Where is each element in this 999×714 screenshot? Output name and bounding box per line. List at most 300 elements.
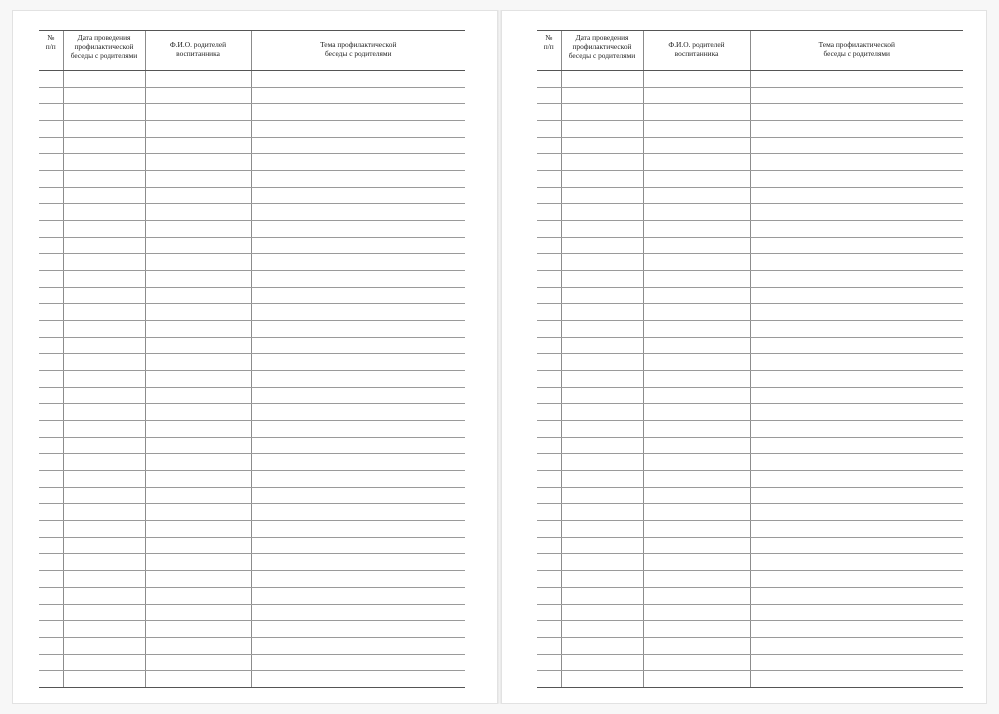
left-page <box>12 10 498 704</box>
cell-topic <box>251 454 465 471</box>
cell-num <box>537 337 561 354</box>
cell-num <box>39 454 63 471</box>
cell-num <box>39 487 63 504</box>
cell-topic <box>750 487 963 504</box>
table-row <box>537 554 963 571</box>
table-row <box>39 604 465 621</box>
cell-topic <box>251 121 465 138</box>
table-row <box>537 104 963 121</box>
cell-date <box>63 654 145 671</box>
right-journal-table <box>537 30 963 688</box>
cell-topic <box>251 371 465 388</box>
cell-date <box>63 254 145 271</box>
cell-parent <box>643 554 750 571</box>
cell-num <box>39 571 63 588</box>
cell-num <box>537 537 561 554</box>
cell-date <box>561 371 643 388</box>
cell-num <box>39 421 63 438</box>
cell-parent <box>145 587 251 604</box>
table-row <box>39 387 465 404</box>
cell-num <box>39 254 63 271</box>
cell-parent <box>145 421 251 438</box>
cell-parent <box>145 487 251 504</box>
cell-date <box>63 171 145 188</box>
cell-num <box>39 604 63 621</box>
cell-date <box>561 421 643 438</box>
table-row <box>537 287 963 304</box>
cell-topic <box>750 637 963 654</box>
cell-num <box>537 504 561 521</box>
cell-parent <box>643 371 750 388</box>
table-row <box>537 321 963 338</box>
cell-num <box>537 637 561 654</box>
cell-date <box>561 354 643 371</box>
cell-date <box>561 404 643 421</box>
cell-topic <box>251 321 465 338</box>
cell-topic <box>251 537 465 554</box>
cell-num <box>537 671 561 688</box>
header-parent-name-label: Ф.И.О. родителей воспитанника <box>668 40 725 58</box>
cell-parent <box>643 154 750 171</box>
table-row <box>39 271 465 288</box>
table-row <box>537 504 963 521</box>
cell-num <box>39 304 63 321</box>
cell-topic <box>750 587 963 604</box>
cell-topic <box>251 654 465 671</box>
cell-num <box>537 204 561 221</box>
table-row <box>537 121 963 138</box>
cell-parent <box>145 404 251 421</box>
cell-date <box>561 487 643 504</box>
cell-date <box>561 254 643 271</box>
cell-num <box>39 337 63 354</box>
header-topic-label: Тема профилактической беседы с родителями <box>320 40 397 58</box>
cell-num <box>39 354 63 371</box>
table-row <box>537 604 963 621</box>
cell-parent <box>643 471 750 488</box>
cell-date <box>561 571 643 588</box>
cell-num <box>537 187 561 204</box>
cell-parent <box>145 437 251 454</box>
table-row <box>537 404 963 421</box>
cell-parent <box>643 421 750 438</box>
cell-date <box>63 487 145 504</box>
cell-num <box>537 454 561 471</box>
cell-num <box>39 621 63 638</box>
table-row <box>39 354 465 371</box>
cell-date <box>561 137 643 154</box>
header-number <box>537 31 561 71</box>
header-date-label: Дата проведения профилактической беседы с родителями <box>70 33 138 60</box>
cell-parent <box>145 237 251 254</box>
cell-parent <box>145 504 251 521</box>
cell-parent <box>145 121 251 138</box>
header-topic <box>251 31 465 71</box>
cell-num <box>537 171 561 188</box>
cell-parent <box>145 621 251 638</box>
cell-topic <box>251 621 465 638</box>
cell-num <box>537 104 561 121</box>
cell-parent <box>643 237 750 254</box>
cell-num <box>537 154 561 171</box>
cell-date <box>561 537 643 554</box>
table-row <box>537 437 963 454</box>
cell-date <box>63 287 145 304</box>
cell-num <box>39 121 63 138</box>
cell-parent <box>643 337 750 354</box>
cell-date <box>561 437 643 454</box>
cell-date <box>63 354 145 371</box>
cell-num <box>537 587 561 604</box>
header-topic <box>750 31 963 71</box>
cell-date <box>63 204 145 221</box>
cell-num <box>537 354 561 371</box>
cell-parent <box>145 221 251 238</box>
cell-date <box>63 571 145 588</box>
table-row <box>39 537 465 554</box>
table-row <box>537 587 963 604</box>
table-row <box>537 387 963 404</box>
cell-date <box>561 337 643 354</box>
cell-topic <box>750 571 963 588</box>
cell-topic <box>750 137 963 154</box>
cell-topic <box>251 104 465 121</box>
cell-topic <box>750 554 963 571</box>
cell-topic <box>251 237 465 254</box>
table-row <box>39 621 465 638</box>
table-row <box>537 621 963 638</box>
table-row <box>39 471 465 488</box>
cell-num <box>39 387 63 404</box>
cell-topic <box>750 337 963 354</box>
cell-parent <box>145 371 251 388</box>
table-row <box>39 204 465 221</box>
cell-date <box>561 304 643 321</box>
cell-topic <box>750 254 963 271</box>
cell-date <box>63 554 145 571</box>
cell-topic <box>251 337 465 354</box>
table-row <box>537 487 963 504</box>
table-row <box>39 104 465 121</box>
table-row <box>537 187 963 204</box>
cell-date <box>561 504 643 521</box>
cell-parent <box>643 121 750 138</box>
cell-topic <box>251 87 465 104</box>
cell-num <box>537 287 561 304</box>
cell-date <box>63 671 145 688</box>
cell-num <box>537 254 561 271</box>
right-table-body <box>537 71 963 688</box>
cell-date <box>63 521 145 538</box>
table-row <box>537 304 963 321</box>
left-journal-table <box>39 30 465 688</box>
cell-topic <box>251 521 465 538</box>
cell-parent <box>145 387 251 404</box>
cell-date <box>561 221 643 238</box>
cell-parent <box>145 104 251 121</box>
table-row <box>39 371 465 388</box>
header-date <box>561 31 643 71</box>
cell-parent <box>643 504 750 521</box>
cell-topic <box>750 321 963 338</box>
cell-num <box>537 521 561 538</box>
cell-date <box>561 204 643 221</box>
cell-date <box>561 387 643 404</box>
cell-num <box>537 271 561 288</box>
cell-date <box>63 604 145 621</box>
cell-num <box>537 121 561 138</box>
cell-parent <box>643 254 750 271</box>
cell-date <box>63 337 145 354</box>
table-row <box>537 337 963 354</box>
table-row <box>39 187 465 204</box>
table-row <box>537 354 963 371</box>
cell-date <box>63 371 145 388</box>
cell-topic <box>251 204 465 221</box>
cell-parent <box>643 321 750 338</box>
cell-topic <box>251 604 465 621</box>
cell-topic <box>750 654 963 671</box>
cell-date <box>561 587 643 604</box>
cell-date <box>63 104 145 121</box>
table-row <box>537 537 963 554</box>
cell-parent <box>643 187 750 204</box>
cell-date <box>63 387 145 404</box>
cell-date <box>63 437 145 454</box>
cell-parent <box>643 571 750 588</box>
cell-parent <box>643 587 750 604</box>
cell-topic <box>750 621 963 638</box>
cell-parent <box>145 537 251 554</box>
cell-parent <box>145 87 251 104</box>
table-row <box>537 671 963 688</box>
cell-date <box>63 71 145 88</box>
cell-date <box>63 621 145 638</box>
cell-topic <box>750 304 963 321</box>
cell-topic <box>251 437 465 454</box>
table-row <box>39 287 465 304</box>
cell-topic <box>251 354 465 371</box>
table-row <box>537 171 963 188</box>
header-date <box>63 31 145 71</box>
table-row <box>537 371 963 388</box>
cell-topic <box>251 254 465 271</box>
table-header-row <box>39 31 465 71</box>
cell-date <box>561 454 643 471</box>
cell-date <box>63 121 145 138</box>
cell-num <box>39 404 63 421</box>
cell-parent <box>643 87 750 104</box>
table-row <box>537 154 963 171</box>
table-row <box>537 637 963 654</box>
cell-num <box>39 321 63 338</box>
cell-date <box>561 654 643 671</box>
cell-date <box>561 321 643 338</box>
cell-date <box>63 304 145 321</box>
cell-num <box>39 87 63 104</box>
cell-topic <box>750 221 963 238</box>
cell-topic <box>251 504 465 521</box>
cell-num <box>39 504 63 521</box>
cell-num <box>537 387 561 404</box>
cell-parent <box>145 521 251 538</box>
cell-num <box>39 437 63 454</box>
cell-topic <box>750 371 963 388</box>
cell-parent <box>643 271 750 288</box>
table-row <box>39 571 465 588</box>
cell-parent <box>145 354 251 371</box>
cell-num <box>39 521 63 538</box>
cell-topic <box>750 404 963 421</box>
cell-parent <box>145 471 251 488</box>
cell-topic <box>251 571 465 588</box>
cell-num <box>39 587 63 604</box>
cell-parent <box>145 454 251 471</box>
header-number <box>39 31 63 71</box>
cell-date <box>63 404 145 421</box>
header-parent-name <box>145 31 251 71</box>
cell-date <box>561 471 643 488</box>
table-row <box>39 654 465 671</box>
cell-parent <box>643 454 750 471</box>
cell-parent <box>145 337 251 354</box>
cell-date <box>561 154 643 171</box>
table-row <box>39 637 465 654</box>
cell-parent <box>145 154 251 171</box>
cell-date <box>63 321 145 338</box>
cell-date <box>63 221 145 238</box>
cell-date <box>561 104 643 121</box>
table-row <box>39 421 465 438</box>
cell-topic <box>750 354 963 371</box>
cell-topic <box>251 471 465 488</box>
cell-date <box>63 454 145 471</box>
cell-date <box>63 154 145 171</box>
cell-parent <box>145 604 251 621</box>
cell-date <box>561 271 643 288</box>
cell-parent <box>643 287 750 304</box>
cell-parent <box>643 521 750 538</box>
cell-num <box>537 421 561 438</box>
cell-num <box>39 221 63 238</box>
table-row <box>537 454 963 471</box>
cell-date <box>561 187 643 204</box>
cell-num <box>39 71 63 88</box>
cell-topic <box>750 471 963 488</box>
cell-num <box>39 371 63 388</box>
cell-num <box>39 104 63 121</box>
cell-date <box>561 621 643 638</box>
table-row <box>39 171 465 188</box>
cell-num <box>39 271 63 288</box>
cell-num <box>39 204 63 221</box>
cell-parent <box>145 171 251 188</box>
table-row <box>39 521 465 538</box>
header-parent-name-label: Ф.И.О. родителей воспитанника <box>169 40 227 58</box>
left-table-body <box>39 71 465 688</box>
cell-topic <box>750 187 963 204</box>
cell-topic <box>750 437 963 454</box>
cell-topic <box>251 487 465 504</box>
cell-topic <box>251 137 465 154</box>
cell-topic <box>750 204 963 221</box>
cell-topic <box>750 154 963 171</box>
cell-parent <box>145 554 251 571</box>
table-row <box>537 254 963 271</box>
cell-topic <box>251 271 465 288</box>
cell-parent <box>145 571 251 588</box>
cell-topic <box>251 587 465 604</box>
cell-parent <box>643 671 750 688</box>
cell-num <box>537 137 561 154</box>
cell-topic <box>750 604 963 621</box>
cell-num <box>39 287 63 304</box>
table-row <box>39 221 465 238</box>
cell-num <box>39 154 63 171</box>
cell-topic <box>251 404 465 421</box>
cell-num <box>537 604 561 621</box>
cell-topic <box>251 554 465 571</box>
table-row <box>39 454 465 471</box>
cell-topic <box>251 187 465 204</box>
cell-topic <box>251 287 465 304</box>
table-row <box>537 204 963 221</box>
cell-topic <box>251 671 465 688</box>
cell-parent <box>145 671 251 688</box>
cell-topic <box>251 304 465 321</box>
cell-topic <box>251 221 465 238</box>
cell-parent <box>145 637 251 654</box>
table-row <box>537 571 963 588</box>
cell-parent <box>643 604 750 621</box>
table-row <box>537 654 963 671</box>
cell-parent <box>643 537 750 554</box>
table-row <box>39 671 465 688</box>
table-row <box>537 237 963 254</box>
table-row <box>39 304 465 321</box>
cell-date <box>561 637 643 654</box>
cell-date <box>63 187 145 204</box>
cell-parent <box>145 204 251 221</box>
cell-topic <box>750 454 963 471</box>
cell-date <box>63 87 145 104</box>
table-row <box>39 137 465 154</box>
cell-date <box>561 287 643 304</box>
cell-parent <box>145 304 251 321</box>
cell-date <box>561 87 643 104</box>
table-row <box>537 221 963 238</box>
cell-parent <box>145 137 251 154</box>
table-row <box>537 87 963 104</box>
table-row <box>537 421 963 438</box>
table-row <box>39 487 465 504</box>
cell-date <box>561 521 643 538</box>
table-row <box>39 404 465 421</box>
cell-topic <box>750 104 963 121</box>
table-row <box>39 587 465 604</box>
cell-parent <box>643 487 750 504</box>
cell-topic <box>750 671 963 688</box>
cell-parent <box>643 637 750 654</box>
cell-topic <box>750 71 963 88</box>
cell-date <box>63 537 145 554</box>
table-row <box>39 554 465 571</box>
cell-parent <box>643 437 750 454</box>
cell-date <box>63 237 145 254</box>
cell-topic <box>251 154 465 171</box>
cell-date <box>63 271 145 288</box>
cell-topic <box>251 637 465 654</box>
